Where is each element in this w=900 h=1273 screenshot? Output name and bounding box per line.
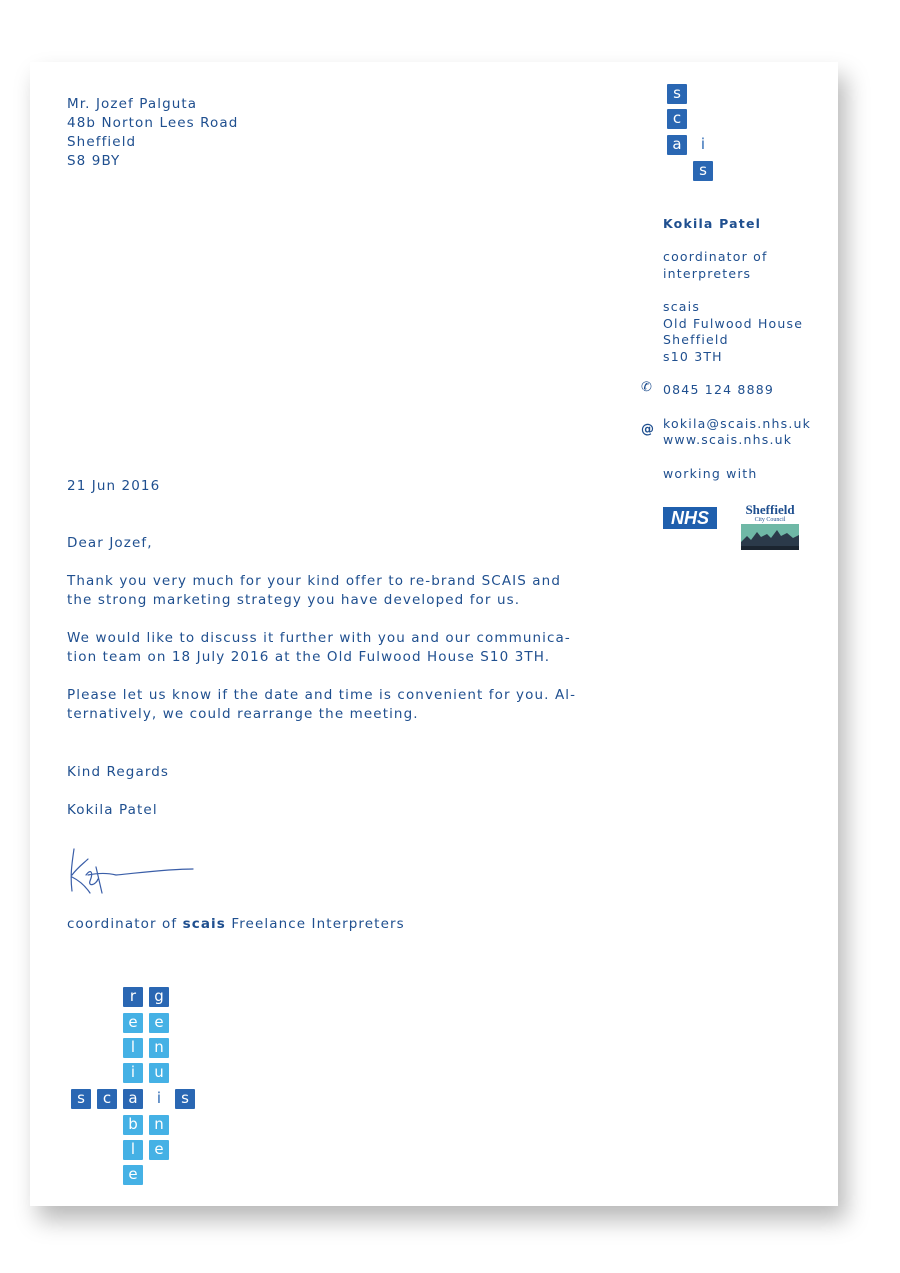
recipient-postcode: S8 9BY xyxy=(67,153,121,169)
recipient-city: Sheffield xyxy=(67,134,137,150)
letter-page xyxy=(30,62,838,1206)
paragraph-1-line-1: Thank you very much for your kind offer to re-brand SCAIS and xyxy=(67,573,561,589)
cross-tile-u: u xyxy=(149,1063,169,1083)
sender-role-1: coordinator of xyxy=(663,249,768,264)
paragraph-3-line-1: Please let us know if the date and time is convenient for you. Al- xyxy=(67,687,577,703)
skyline-icon xyxy=(741,524,799,550)
sender-postcode: s10 3TH xyxy=(663,349,723,364)
footer-role-org: scais xyxy=(182,916,226,932)
paragraph-2-line-1: We would like to discuss it further with you and our communica- xyxy=(67,630,571,646)
logo-tile-s2: s xyxy=(693,161,713,181)
sheffield-logo-name: Sheffield xyxy=(745,502,795,517)
closing: Kind Regards xyxy=(67,764,170,780)
sender-org: scais xyxy=(663,299,701,314)
signature xyxy=(68,845,198,905)
recipient-address xyxy=(67,95,238,171)
paragraph-1-line-2: the strong marketing strategy you have developed for us. xyxy=(67,592,521,608)
cross-tile-l1: l xyxy=(123,1038,143,1058)
cross-letter-row-i: i xyxy=(156,1089,162,1107)
paragraph-2-line-2: tion team on 18 July 2016 at the Old Fulwood House S10 3TH. xyxy=(67,649,551,665)
at-icon: @ xyxy=(641,422,654,437)
sender-role-2: interpreters xyxy=(663,266,752,281)
logo-tile-s: s xyxy=(667,84,687,104)
cross-tile-e3: e xyxy=(149,1140,169,1160)
cross-tile-row-c: c xyxy=(97,1089,117,1109)
cross-tile-b: b xyxy=(123,1115,143,1135)
cross-tile-e2: e xyxy=(149,1013,169,1033)
cross-tile-row-s2: s xyxy=(175,1089,195,1109)
logo-tile-a: a xyxy=(667,135,687,155)
nhs-logo: NHS xyxy=(663,507,717,529)
sender-building: Old Fulwood House xyxy=(663,316,804,331)
recipient-street: 48b Norton Lees Road xyxy=(67,115,239,131)
cross-tile-e4: e xyxy=(123,1165,143,1185)
cross-tile-r: r xyxy=(123,987,143,1007)
cross-tile-n1: n xyxy=(149,1038,169,1058)
footer-role xyxy=(67,915,405,934)
signer-name: Kokila Patel xyxy=(67,802,158,818)
paragraph-3-line-2: ternatively, we could rearrange the meeting. xyxy=(67,706,419,722)
cross-tile-g: g xyxy=(149,987,169,1007)
footer-role-pre: coordinator of xyxy=(67,916,183,932)
sheffield-council-logo xyxy=(741,503,799,555)
cross-tile-row-a: a xyxy=(123,1089,143,1109)
cross-tile-l2: l xyxy=(123,1140,143,1160)
sender-website[interactable]: www.scais.nhs.uk xyxy=(663,432,793,447)
cross-tile-row-s1: s xyxy=(71,1089,91,1109)
letter-date: 21 Jun 2016 xyxy=(67,478,161,494)
sender-email[interactable]: kokila@scais.nhs.uk xyxy=(663,416,812,431)
logo-tile-c: c xyxy=(667,109,687,129)
sender-name: Kokila Patel xyxy=(663,216,762,231)
recipient-name: Mr. Jozef Palguta xyxy=(67,96,198,112)
cross-tile-n2: n xyxy=(149,1115,169,1135)
sheffield-logo-sub: City Council xyxy=(754,517,786,523)
phone-icon: ✆ xyxy=(641,380,652,395)
cross-tile-i1: i xyxy=(123,1063,143,1083)
working-with-label: working with xyxy=(663,466,758,481)
sender-phone: 0845 124 8889 xyxy=(663,382,775,397)
footer-role-post: Freelance Interpreters xyxy=(225,916,405,932)
cross-tile-e1: e xyxy=(123,1013,143,1033)
logo-letter-i: i xyxy=(700,135,706,153)
salutation: Dear Jozef, xyxy=(67,535,153,551)
sender-city: Sheffield xyxy=(663,332,729,347)
